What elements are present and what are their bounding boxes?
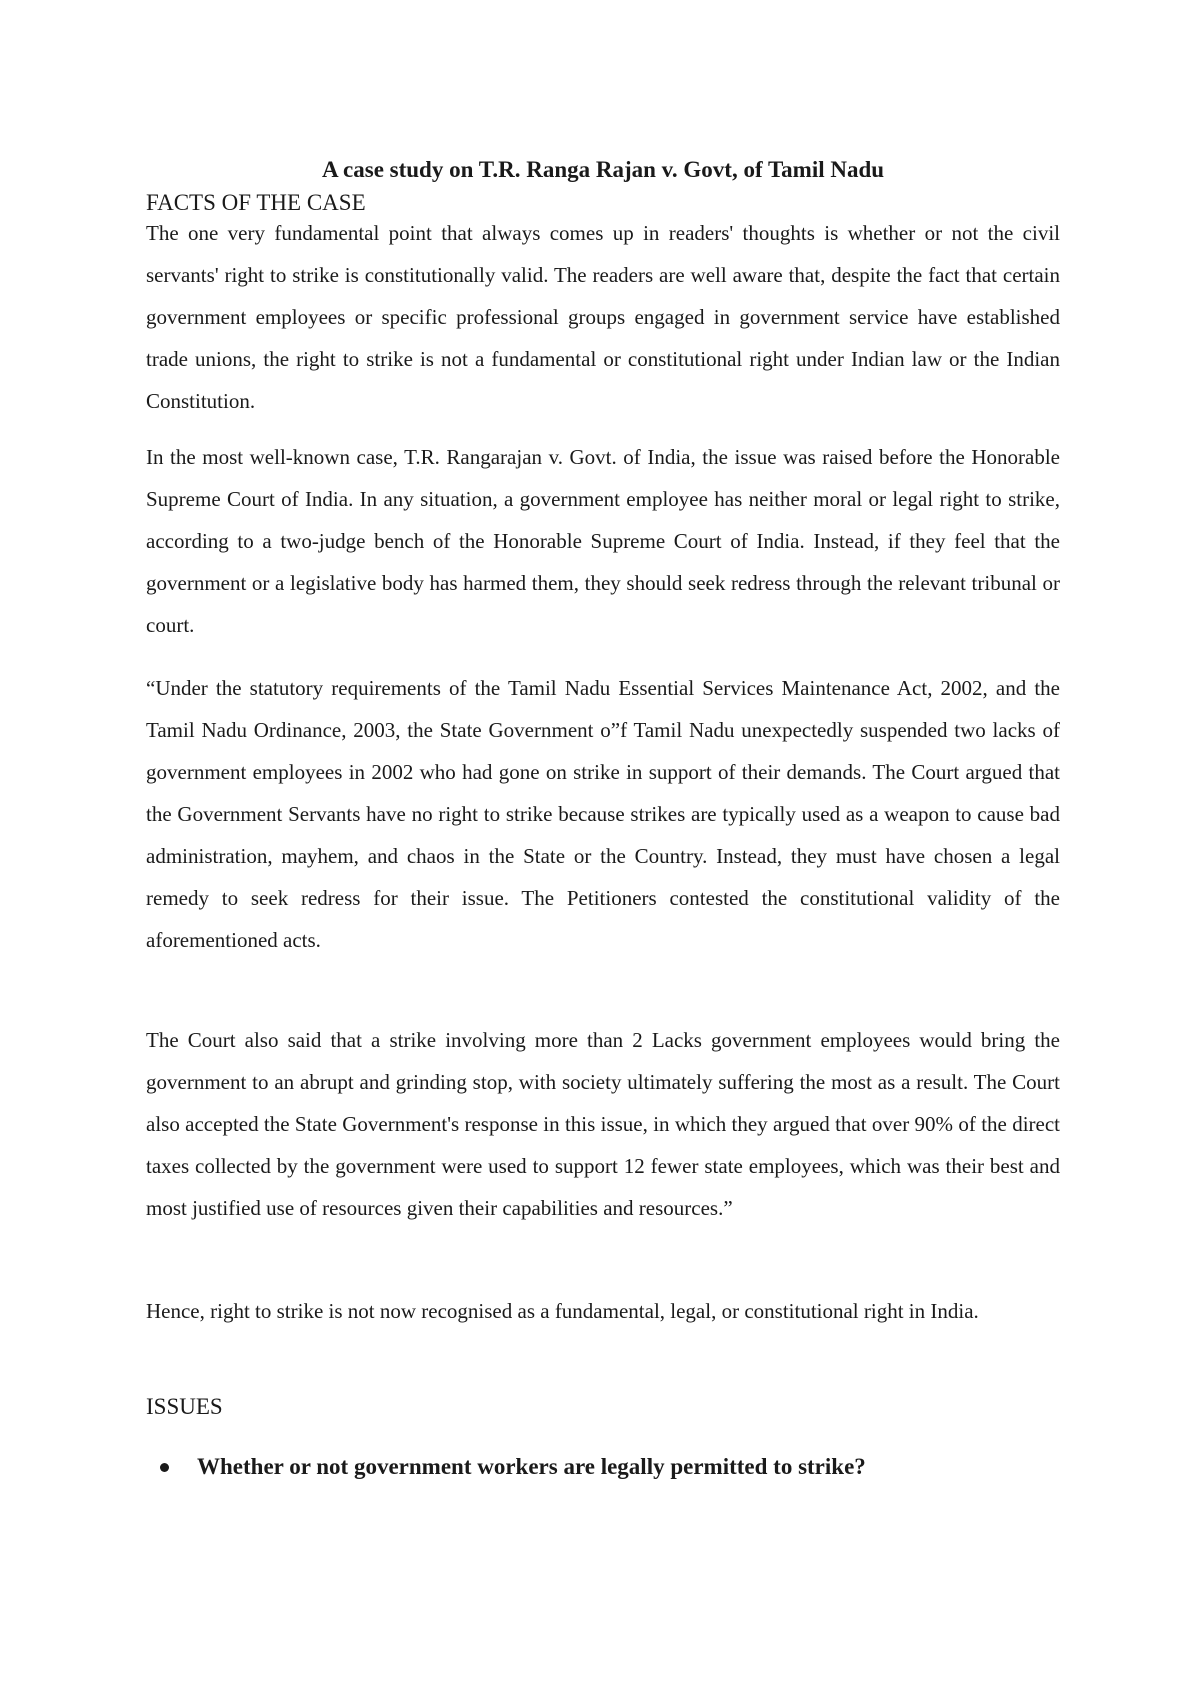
facts-paragraph-4: The Court also said that a strike involving more than 2 Lacks government employees would bring the government to an abrupt and grinding stop, with society ultimately suffering the most as a result. The Court also accepted the State Government's response in this issue, in which they argued that over 90% of the direct taxes collected by the government were used to support 12 fewer state employees, which was their best and most justified use of resources given their capabilities and resources.” bbox=[146, 1028, 1060, 1220]
issues-heading: ISSUES bbox=[146, 1394, 223, 1419]
facts-paragraph-2: In the most well-known case, T.R. Rangarajan v. Govt. of India, the issue was raised before the Honorable Supreme Court of India. In any situation, a government employee has neither moral or legal right to strike, according to a two-judge bench of the Honorable Supreme Court of India. Instead, if they feel that the government or a legislative body has harmed them, they should seek redress through the relevant tribunal or court. bbox=[146, 445, 1060, 637]
facts-heading: FACTS OF THE CASE bbox=[146, 190, 366, 215]
issue-text: Whether or not government workers are legally permitted to strike? bbox=[197, 1454, 866, 1479]
bullet-icon bbox=[160, 1463, 169, 1472]
issue-list-item bbox=[160, 1452, 1060, 1482]
facts-paragraph-1: The one very fundamental point that always comes up in readers' thoughts is whether or not the civil servants' right to strike is constitutionally valid. The readers are well aware that, despite the fact that certain government employees or specific professional groups engaged in government service have established trade unions, the right to strike is not a fundamental or constitutional right under Indian law or the Indian Constitution. bbox=[146, 221, 1060, 413]
document-title: A case study on T.R. Ranga Rajan v. Govt, of Tamil Nadu bbox=[321, 157, 885, 182]
facts-paragraph-3: “Under the statutory requirements of the Tamil Nadu Essential Services Maintenance Act, 2002, and the Tamil Nadu Ordinance, 2003, the State Government o”f Tamil Nadu unexpectedly suspended two lacks of government employees in 2002 who had gone on strike in support of their demands. The Court argued that the Government Servants have no right to strike because strikes are typically used as a weapon to cause bad administration, mayhem, and chaos in the State or the Country. Instead, they must have chosen a legal remedy to seek redress for their issue. The Petitioners contested the constitutional validity of the aforementioned acts. bbox=[146, 676, 1060, 952]
facts-paragraph-5: Hence, right to strike is not now recognised as a fundamental, legal, or constitutional right in India. bbox=[146, 1299, 979, 1323]
